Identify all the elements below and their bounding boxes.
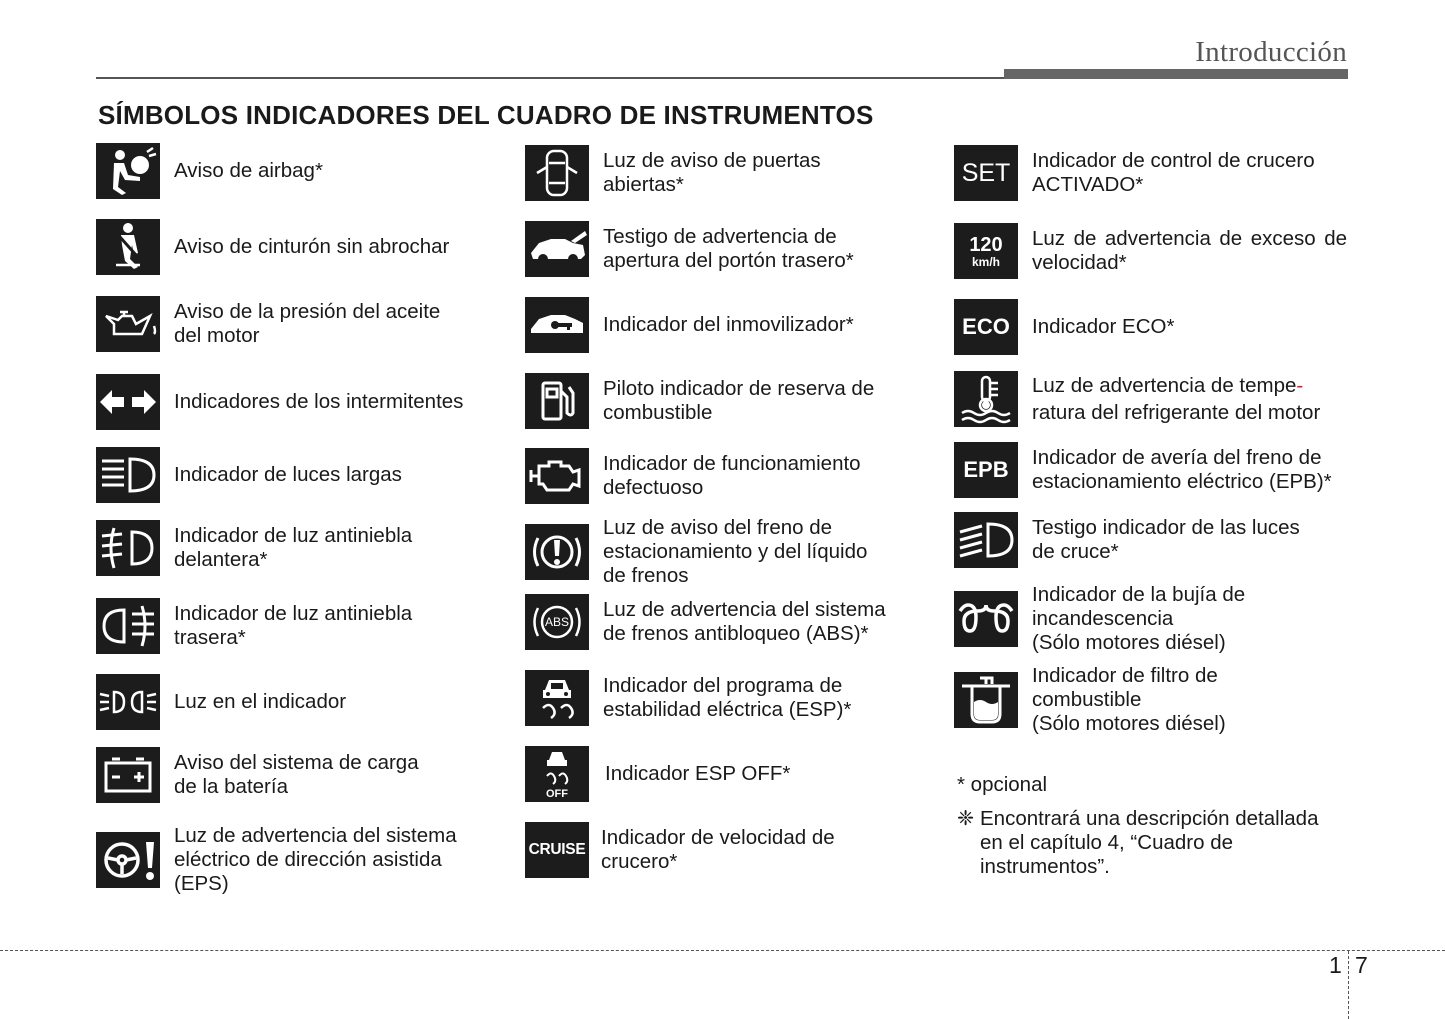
item-label: Luz de advertencia del sistema eléctrico de dirección asistida (EPS) bbox=[174, 824, 457, 895]
item-label: Indicador de control de crucero ACTIVADO* bbox=[1032, 149, 1315, 196]
list-item-seatbelt bbox=[96, 219, 449, 275]
list-item-glow-plug bbox=[954, 583, 1245, 655]
item-label: Indicador de avería del freno de estacionamiento eléctrico (EPB)* bbox=[1032, 446, 1332, 493]
high-beam-icon bbox=[96, 447, 160, 503]
overspeed-unit: km/h bbox=[971, 254, 1000, 269]
header-bar bbox=[1004, 69, 1348, 79]
item-label: Aviso de cinturón sin abrochar bbox=[174, 235, 450, 258]
item-label: Indicador de funcionamiento defectuoso bbox=[603, 452, 861, 499]
item-label: Indicadores de los intermitentes bbox=[174, 390, 464, 413]
item-label: Piloto indicador de reserva de combustible bbox=[603, 377, 875, 424]
epb-icon bbox=[954, 442, 1018, 498]
immobilizer-icon bbox=[525, 297, 589, 353]
list-item-abs bbox=[525, 594, 886, 650]
item-label: Indicador del programa de estabilidad eléctrica (ESP)* bbox=[603, 674, 852, 721]
list-item-brake-warning bbox=[525, 516, 867, 588]
list-item-eco bbox=[954, 299, 1174, 355]
abs-icon-text: ABS bbox=[544, 615, 569, 629]
list-item-battery bbox=[96, 747, 419, 803]
list-item-trunk-open bbox=[525, 221, 854, 277]
item-label: Indicador de la bujía de incandescencia (Sólo motores diésel) bbox=[1032, 583, 1246, 654]
item-label: Testigo indicador de las luces de cruce* bbox=[1032, 516, 1300, 563]
list-item-esp bbox=[525, 670, 851, 726]
list-item-light-on bbox=[96, 674, 346, 730]
esp-off-text: OFF bbox=[546, 788, 568, 800]
trunk-open-icon bbox=[525, 221, 589, 277]
optional-note: * opcional bbox=[957, 773, 1048, 796]
battery-icon bbox=[96, 747, 160, 803]
oil-pressure-icon bbox=[96, 296, 160, 352]
list-item-rear-fog bbox=[96, 598, 412, 654]
label-hyphen: - bbox=[1296, 374, 1304, 397]
glow-plug-icon bbox=[954, 591, 1018, 647]
list-item-airbag bbox=[96, 143, 323, 199]
item-label: Testigo de advertencia de apertura del portón trasero* bbox=[603, 225, 854, 272]
label-part-b: ratura del refrigerante del motor bbox=[1032, 401, 1321, 424]
list-item-set bbox=[954, 145, 1315, 201]
low-beam-icon bbox=[954, 512, 1018, 568]
front-fog-icon bbox=[96, 520, 160, 576]
list-item-oil-pressure bbox=[96, 296, 440, 352]
footer-rule bbox=[0, 950, 1445, 951]
star-mark: ❈ bbox=[957, 807, 975, 830]
chapter-number: 1 bbox=[1329, 952, 1342, 978]
item-label: Luz de advertencia del sistema de frenos antibloqueo (ABS)* bbox=[603, 598, 886, 645]
item-label: Indicador de luces largas bbox=[174, 463, 402, 486]
list-item-fuel bbox=[525, 373, 874, 429]
list-item-esp-off bbox=[525, 746, 790, 802]
page-divider bbox=[1348, 951, 1349, 1019]
eps-icon bbox=[96, 832, 160, 888]
door-open-icon bbox=[525, 145, 589, 201]
list-item-door-open bbox=[525, 145, 821, 201]
list-item-epb bbox=[954, 442, 1332, 498]
check-engine-icon bbox=[525, 448, 589, 504]
list-item-low-beam bbox=[954, 512, 1300, 568]
coolant-temp-icon bbox=[954, 371, 1018, 427]
seatbelt-icon bbox=[96, 219, 160, 275]
list-item-fuel-filter bbox=[954, 664, 1226, 736]
list-item-overspeed bbox=[954, 223, 1347, 279]
brake-warning-icon bbox=[525, 524, 589, 580]
item-label: Indicador de filtro de combustible (Sólo motores diésel) bbox=[1032, 664, 1226, 735]
item-label: Indicador del inmovilizador* bbox=[603, 313, 854, 336]
cruise-icon-text: CRUISE bbox=[528, 841, 586, 858]
item-label: Luz en el indicador bbox=[174, 690, 347, 713]
item-label: Luz de aviso de puertas abiertas* bbox=[603, 149, 821, 196]
detail-note: Encontrará una descripción detallada en el capítulo 4, “Cuadro de instrumentos”. bbox=[980, 807, 1319, 878]
list-item-cruise bbox=[525, 822, 835, 878]
list-item-high-beam bbox=[96, 447, 402, 503]
set-icon bbox=[954, 145, 1018, 201]
list-item-turn-signals bbox=[96, 374, 463, 430]
abs-icon bbox=[525, 594, 589, 650]
label-part-a: Luz de advertencia de tempe bbox=[1032, 374, 1297, 397]
header-rule bbox=[96, 77, 1004, 79]
turn-signal-icon bbox=[96, 374, 160, 430]
list-item-front-fog bbox=[96, 520, 412, 576]
eco-icon bbox=[954, 299, 1018, 355]
rear-fog-icon bbox=[96, 598, 160, 654]
page-number: 7 bbox=[1355, 952, 1368, 978]
cruise-icon bbox=[525, 822, 589, 878]
list-item-immobilizer bbox=[525, 297, 854, 353]
item-label: Luz de aviso del freno de estacionamiento y del líquido de frenos bbox=[603, 516, 868, 587]
item-label: Indicador ECO* bbox=[1032, 315, 1175, 338]
page-title: SÍMBOLOS INDICADORES DEL CUADRO DE INSTRUMENTOS bbox=[98, 100, 874, 130]
item-label: Luz de advertencia de exceso de velocidad* bbox=[1032, 227, 1347, 274]
item-label: Indicador ESP OFF* bbox=[605, 762, 791, 785]
eco-icon-text: ECO bbox=[962, 314, 1010, 339]
item-label bbox=[1032, 372, 1320, 426]
item-label: Aviso del sistema de carga de la batería bbox=[174, 751, 419, 798]
list-item-eps bbox=[96, 824, 457, 896]
fuel-filter-icon bbox=[954, 672, 1018, 728]
overspeed-icon bbox=[954, 223, 1018, 279]
list-item-check-engine bbox=[525, 448, 861, 504]
esp-icon bbox=[525, 670, 589, 726]
esp-off-icon bbox=[525, 746, 589, 802]
item-label: Aviso de airbag* bbox=[174, 159, 323, 182]
epb-icon-text: EPB bbox=[963, 457, 1009, 482]
section-title: Introducción bbox=[1195, 36, 1347, 68]
airbag-icon bbox=[96, 143, 160, 199]
item-label: Aviso de la presión del aceite del motor bbox=[174, 300, 441, 347]
overspeed-value: 120 bbox=[969, 233, 1003, 256]
set-icon-text: SET bbox=[961, 158, 1011, 187]
item-label: Indicador de velocidad de crucero* bbox=[601, 826, 835, 873]
item-label: Indicador de luz antiniebla trasera* bbox=[174, 602, 413, 649]
item-label: Indicador de luz antiniebla delantera* bbox=[174, 524, 413, 571]
light-on-icon bbox=[96, 674, 160, 730]
list-item-coolant-temp bbox=[954, 371, 1320, 427]
fuel-icon bbox=[525, 373, 589, 429]
